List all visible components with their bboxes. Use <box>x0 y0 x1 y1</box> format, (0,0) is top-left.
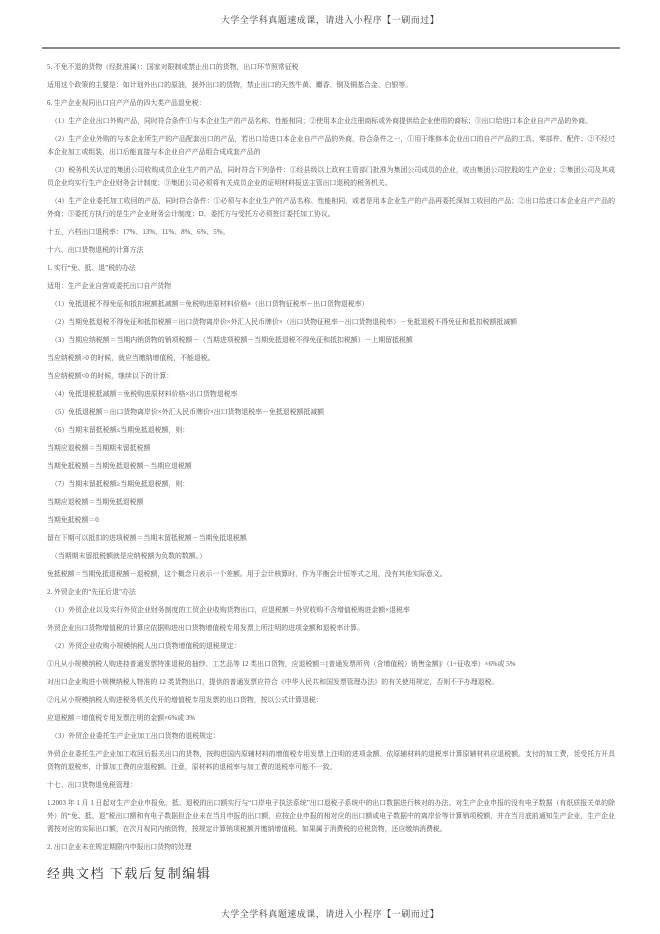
paragraph: ①凡从小规模纳税人购进持普通发票特准退税的抽纱、工艺品等 12 类出口货物，应退税额＝[普通发票所列（含增值税）销售金额]/（1+征收率）×6%或 5% <box>47 661 516 668</box>
paragraph: 十五、六档出口退税率：17%、13%、11%、8%、6%、5%。 <box>47 229 230 236</box>
paragraph: （2）当期免抵退税不得免征和抵扣税额＝出口货物离岸价×外汇人民币牌价×（出口货物征税率－出口货物退税率）－免抵退税不得免征和抵扣税额抵减额 <box>51 319 517 326</box>
paragraph: 当应纳税额<0 的时候，继续以下的计算： <box>47 373 174 380</box>
paragraph: （6）当期末留抵税额≤当期免抵退税额，则： <box>51 427 190 434</box>
paragraph: （4）生产企业委托加工收回的产品，同时符合条件：①必须与本企业生产的产品名称、性能相同，或者是用本企业生产的产品再委托深加工收回的产品；②出口给进口本企业自产产品的外商；③委托方执行的是生产企业财务会计制度；D、委托方与受托方必须签订委托加工协议。 <box>47 198 615 218</box>
paragraph: 十七、出口货物退免税管理： <box>47 782 137 789</box>
paragraph: 应退税额＝增值税专用发票注明的金额×6%或 3% <box>47 715 196 722</box>
paragraph: 适用：生产企业自营或委托出口自产货物 <box>47 283 172 290</box>
paragraph: 2. 外贸企业的“先征后退”办法 <box>47 589 136 596</box>
paragraph: 6. 生产企业视同出口自产产品的四大类产品退免税： <box>47 100 206 107</box>
paragraph: 免抵税额＝当期免抵退税额－退税额，这个概念只表示一个差额。用于会计核算时，作为平衡会计恒等式之用，没有其他实际意义。 <box>47 571 447 578</box>
paragraph: 十六、出口货物退税的计算方法 <box>47 247 144 254</box>
page-header-text: 大学全学科真题速成课，请进入小程序【一刷而过】 <box>220 15 440 25</box>
paragraph: （2）外贸企业收购小规模纳税人出口货物增值税的退税规定： <box>51 643 241 650</box>
paragraph: 对出口企业购进小规模纳税人特准的 12 类货物出口，提供的普通发票应符合《中华人民共和国发票管理办法》的有关使用规定，否则不予办理退税。 <box>47 679 499 686</box>
paragraph: 1. 实行“免、抵、退”税的办法 <box>47 265 136 272</box>
paragraph: （7）当期末留抵税额≥当期免抵退税额，则： <box>51 481 190 488</box>
document-body <box>47 61 615 882</box>
paragraph: （1）外贸企业以及实行外贸企业财务制度的工贸企业收购货物出口，应退税额＝外贸收购不含增值税购进金额×退税率 <box>51 607 410 614</box>
paragraph: （3）税务机关认定的集团公司收购成员企业生产的产品，同时符合下列条件：①经县级以上政府主管部门批准为集团公司成员的企业，或由集团公司控股的生产企业；②集团公司及其成员企业均实行生产企业财务会计制度；③集团公司必须将有关成员企业的证明材料报送主管出口退税的税务机关。 <box>47 167 615 187</box>
paragraph: 当期免抵税额＝当期免抵退税额－当期应退税额 <box>47 463 192 470</box>
paragraph: （2）生产企业外购的与本企业所生产的产品配套出口的产品，若出口给进口本企业自产产品的外商，符合条件之一，①用于维修本企业出口的自产产品的工具、零部件、配件；②不经过本企业加工或组装，出口后能直接与本企业自产产品组合成成套产品的 <box>47 136 615 156</box>
paragraph: ②凡从小规模纳税人购进税务机关代开的增值税专用发票的出口货物，按以公式计算退税： <box>47 697 323 704</box>
paragraph: 当期应退税额＝当期免抵退税额 <box>47 499 144 506</box>
paragraph: （5）免抵退税额＝出口货物离岸价×外汇人民币牌价×出口货物退税率－免抵退税额抵减额 <box>51 409 325 416</box>
paragraph: 适用这个政策的主要是：如计划外出口的原油，援外出口的货物，禁止出口的天然牛黄、麝香、铜及铜基合金、白银等。 <box>47 82 413 89</box>
closing-heading: 经典文档 下载后复制编辑 <box>47 866 212 881</box>
paragraph: （当期期末留抵税额就是应纳税额为负数的数额。） <box>51 553 207 560</box>
paragraph: （1）生产企业出口外购产品，同时符合条件①与本企业生产的产品名称、性能相同；②使用本企业注册商标或外商提供给企业使用的商标；③出口给进口本企业自产产品的外商。 <box>51 118 592 125</box>
paragraph: （4）免抵退税抵减额＝免税购进原材料价格×出口货物退税率 <box>51 391 238 398</box>
paragraph: 外贸企业出口货物增值税的计算应依据购进出口货物增值税专用发票上所注明的进项金额和退税率计算。 <box>47 625 364 632</box>
paragraph: （1）免抵退税不得免征和抵扣税额抵减额＝免税购进原材料价格×（出口货物征税率－出口货物退税率） <box>51 301 369 308</box>
paragraph: （3）当期应纳税额＝当期内销货物的销项税额－（当期进项税额－当期免抵退税不得免征和抵扣税额）－上期留抵税额 <box>51 337 413 344</box>
paragraph: 留在下期可以抵扣的进项税额＝当期末留抵税额－当期免抵退税额 <box>47 535 247 542</box>
page-footer-text: 大学全学科真题速成课，请进入小程序【一刷而过】 <box>220 909 440 919</box>
paragraph: 2. 出口企业未在规定期限内申报出口货物的处理 <box>47 844 192 851</box>
paragraph: 1.2003 年 1 月 1 日起对生产企业申报免、抵、退税的出口额实行与“口岸电子执法系统”出口退税子系统中的出口数据进行核对的办法。对生产企业申报的没有电子数据（有纸质报关单的除外）的“免、抵、退”税出口额和有电子数据但企业未在当月申报的出口额，应按企业申报的相对应的出口额或电子数据中的离岸价等计算销项税额，并在当月底前通知生产企业，生产企业需按对应的实际出口额，在次月视同内销货物，按规定计算销项税额并缴纳增值税。如果属于消费税的应税货物，还应缴纳消费税。 <box>47 800 615 833</box>
paragraph: 外贸企业委托生产企业加工收回后报关出口的货物，按购进国内原辅材料的增值税专用发票上注明的进项金额、依原辅材料的退税率计算原辅材料应退税额。支付的加工费，凭受托方开具货物的退税率，计算加工费的应退税额。注意，原材料的退税率与加工费的退税率可能不一致。 <box>47 751 615 771</box>
paragraph: 5. 不免不退的货物（经批准属）：国家对限制或禁止出口的货物，出口环节照常征税 <box>47 64 299 71</box>
header-divider <box>42 47 620 49</box>
paragraph: 当应纳税额>0 的时候，就应当缴纳增值税，不能退税。 <box>47 355 215 362</box>
paragraph: 当期应退税额＝当期期末留抵税额 <box>47 445 151 452</box>
paragraph: 当期免抵税额＝0 <box>47 517 99 524</box>
paragraph: （3）外贸企业委托生产企业加工出口货物的退税规定： <box>51 733 220 740</box>
